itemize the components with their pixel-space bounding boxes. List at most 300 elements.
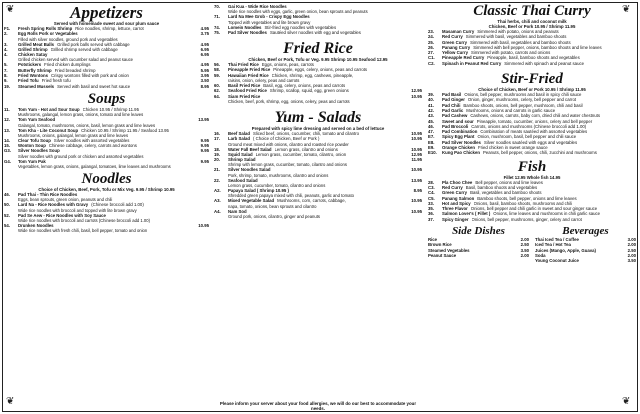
item-description: Crispy wontons filled with pork and onion (51, 73, 129, 79)
menu-item (4, 84, 209, 89)
item-name: Sweet and sour (442, 118, 474, 124)
item-number: E10. (428, 150, 437, 156)
column-right (428, 4, 636, 264)
item-number: E9. (428, 145, 435, 151)
item-price (408, 4, 422, 9)
item-description: Ground meat mixed with onions, cilantro and roasted rice powder (228, 141, 349, 147)
item-number: 7. (4, 67, 8, 73)
item-number: 54. (4, 222, 10, 228)
item-number: C5. (428, 195, 435, 201)
item-number: 19. (4, 83, 10, 89)
item-name: Siam Fried Rice (228, 93, 261, 99)
item-number: 40. (428, 97, 434, 103)
item-name: Shrimp Salad (228, 157, 256, 163)
item-price (408, 30, 422, 35)
section-subtitle: Choice of Chicken, Beef or Pork 10.95 / Shrimp 11.95 (478, 87, 586, 93)
item-description: Bamboo shoots, bell pepper, onions and lime leaves (477, 195, 577, 201)
item-description: Topped with vegetables and lite brown gravy (228, 19, 311, 25)
item-name: Papaya Salad ( Shrimp 10.95 ) (228, 188, 289, 194)
item-number: 64. (214, 93, 220, 99)
item-description: Wide rice noodles with fresh chili, basil, bell pepper, tomato and onion (18, 228, 148, 234)
item-description: Combination of meats sautéed with assorted vegetables (480, 129, 588, 135)
item-description: Simmered with potato, carrots and onions (471, 50, 551, 56)
item-price: 3.95 (200, 73, 209, 79)
item-description: Bamboo shoots, onions, bell pepper, mushroom, chili and basil (463, 102, 583, 108)
item-name: Rice (428, 237, 438, 243)
item-number: 22. (214, 177, 220, 183)
item-description: Grilled chicken served with cucumber salad and peanut sauce (18, 57, 133, 63)
item-price: 2.50 (627, 247, 636, 253)
item-price: 9.95 (200, 137, 209, 143)
item-name: Panang Curry (442, 44, 471, 50)
item-number: 11. (4, 106, 10, 112)
item-description: Simmered with basil, vegetables and bamboo shoots (470, 39, 571, 45)
item-description: Chicken, shrimp, egg, cashews, pineapple, (271, 72, 354, 78)
item-name: Pad Chili (442, 102, 461, 108)
item-name: Kung Pao Chicken (442, 150, 480, 156)
section-title: Fish (517, 158, 547, 175)
item-name: Tom Yum - Hot and Sour Soup (18, 106, 80, 112)
item-price: 2.00 (520, 252, 529, 258)
item-description: (Chinese broccoli add 1.00) (91, 202, 144, 208)
item-price: 2.00 (520, 237, 529, 243)
menu-item (214, 14, 422, 19)
allergy-note: Please inform your server about your food allergies, we will do our best to accommodate your needs. (219, 401, 417, 411)
item-number: 9. (4, 78, 8, 84)
item-price (622, 150, 636, 155)
item-name: Spicy Egg Plant (442, 134, 475, 140)
leaf-ornament-icon: ❦ (6, 396, 15, 407)
item-name: Iced Tea / Hot Tea (535, 242, 571, 248)
item-description: Onions, bell pepper, mushrooms and basil in spicy chili sauce (464, 92, 582, 98)
item-description: Served with basil and sweet hot sauce (57, 83, 131, 89)
item-name: Steamed Vegetables (428, 247, 470, 253)
item-name: Water Fall Beef Salad (228, 146, 272, 152)
item-description: Fried chicken dumplings (44, 62, 91, 68)
section-title: Noodles (81, 171, 132, 188)
item-description: Onions, lime leaves and mushrooms in chili garlic sauce (493, 211, 601, 217)
item-number: 25. (428, 39, 434, 45)
item-name: Pad Cashew (442, 113, 468, 119)
item-description (274, 167, 408, 172)
item-number: 37. (428, 216, 434, 222)
item-price: 8.95 (200, 83, 209, 89)
item-description: Simmered with potato, onions and peanuts (477, 29, 559, 34)
item-number: 35. (428, 206, 434, 212)
item-description: Simmered with spinach and peanut sauce (504, 60, 584, 66)
item-name: Pla Choo Chee (442, 179, 473, 185)
menu-item (214, 136, 422, 141)
item-number: 4. (4, 46, 8, 52)
leaf-ornament-icon: ❦ (622, 396, 631, 407)
item-description: Lemon grass, cucumber, tomato, cilantro, onion (255, 151, 347, 157)
item-number: 18. (214, 146, 220, 152)
item-name: Hot and Spicy (442, 200, 471, 206)
item-name: Silver Noodles Salad (228, 167, 271, 173)
item-name: Lomein Noodles (228, 24, 262, 30)
item-number: 27. (428, 50, 434, 56)
item-description (313, 14, 408, 19)
menu-item (4, 148, 209, 153)
item-price: 11.95 (411, 157, 422, 163)
item-price: 10.95 (411, 198, 422, 204)
item-description: Basil, bamboo shoots and vegetables (465, 184, 538, 190)
item-number: F1. (4, 26, 11, 31)
item-description: Simmered with basil, vegetables and bamboo shoots (465, 34, 567, 40)
item-number: 12. (4, 117, 10, 123)
item-price: 10.95 (411, 130, 422, 136)
item-price (408, 14, 422, 19)
item-price (622, 217, 636, 222)
item-description: Mushrooms, onions, galangal, lemon grass and lime leaves (18, 132, 129, 138)
item-description: Sliced beef, onions, cucumber, chili, tomato and cilantro (252, 130, 360, 136)
item-name: Lard Na Mee Grob - Crispy Egg Noodles (228, 14, 310, 20)
item-name: Green Curry (442, 39, 468, 45)
item-name: Young Coconut Juice (535, 258, 579, 264)
item-description: Basil, egg, celery, onions, peas and carrots (263, 83, 346, 89)
side-dishes-section (428, 226, 529, 263)
item-name: Fresh Spring Rolls Shrimp (18, 26, 73, 31)
item-number: G4. (4, 158, 11, 164)
item-description: Eggs, onions, peas, carrots (261, 62, 314, 68)
item-number: 62. (214, 88, 220, 94)
item-price: 6.95 (200, 46, 209, 52)
item-name: Thai Iced Tea / Coffee (535, 237, 579, 243)
section-subtitle: Fillet 12.95 Whole fish 14.95 (503, 174, 561, 180)
section-title: Beverages (562, 225, 609, 238)
item-name: Three Flavor (442, 206, 468, 212)
item-price: 12.95 (411, 88, 422, 94)
item-name: Orange Chicken (442, 145, 475, 151)
menu-item (4, 117, 209, 122)
item-price: 13.95 (198, 117, 209, 123)
section-title: Fried Rice (283, 40, 353, 58)
item-name: Drunken Noodles (18, 222, 54, 228)
item-description: Simmered with bell pepper, onions, bamboo shoots and lime leaves (473, 44, 602, 50)
item-name: Green Curry (442, 190, 468, 196)
item-number: 5. (4, 62, 8, 68)
item-number: 24. (428, 34, 434, 40)
item-name: Pad Garlic (442, 107, 464, 113)
item-description: Shrimp with lemon grass, cucumber, tomato, cilantro and onions (228, 162, 347, 168)
item-price: 5.95 (200, 67, 209, 73)
section-subtitle: Choice of Chicken, Beef, Pork, Tofu or Mix Veg. 9.95 / Shrimp 10.95 (38, 187, 175, 193)
item-number: 75. (214, 29, 220, 35)
item-name: Nam Sod (228, 208, 247, 214)
item-number: 56. (214, 62, 220, 68)
item-description (81, 31, 195, 36)
item-description: ( Choice of Chicken, Beef or Pork ) (252, 136, 320, 142)
item-number: 15. (4, 143, 10, 149)
item-description: Wide rice noodles with broccoli and carrots (Chinese broccoli add 1.00) (18, 217, 150, 223)
section-subtitle: Prepared with spicy lime dressing and served on a bed of lettuce (251, 125, 385, 131)
item-number: 41. (428, 102, 434, 108)
item-name: Mixed Vegetable Salad (228, 198, 275, 204)
item-price: 2.00 (627, 252, 636, 258)
item-description: Fried breaded shrimp (54, 67, 96, 73)
item-price (622, 61, 636, 66)
item-description (63, 148, 195, 153)
item-name: Pad Combination (442, 129, 478, 135)
item-description: Rice noodles, shrimp, lettuce, carrot (75, 26, 144, 31)
item-description: napa, tomato, onions, bean sprouts and cilantro (228, 203, 317, 209)
item-description: Galangal, tomato, mushrooms, onions, basil, lemon grass and lime leaves (18, 122, 156, 128)
item-number: 74. (214, 24, 220, 30)
item-price: 10.95 (411, 146, 422, 152)
item-number: 19. (214, 151, 220, 157)
curry-section (428, 4, 636, 66)
item-description: Vegetables, lemon grass, onions, galangal, tomatoes, lime leaves and mushrooms (18, 164, 171, 170)
item-description: Cashews, onions, carrots, baby corn, dried chili and water chestnuts (470, 113, 601, 119)
item-number: C4. (428, 190, 435, 196)
item-price (195, 192, 209, 197)
item-name: Pineapple Red Curry (442, 55, 485, 61)
item-number: G3. (4, 148, 11, 154)
item-description: Chicken 10.95 / Shrimp 11.95 (82, 106, 139, 112)
item-name: Clear Tofu Soup (18, 137, 51, 143)
item-number: 4. (4, 52, 8, 58)
item-name: Silver Noodles Soup (18, 148, 60, 154)
noodles-continued-section (214, 4, 422, 35)
item-number: 8. (4, 73, 8, 79)
item-number: 28. (428, 179, 434, 185)
item-number: E7. (428, 134, 435, 140)
item-price: 3.00 (627, 237, 636, 243)
item-description: Shredded green papaya mixed with chili, peanuts, garlic and tomato (228, 193, 354, 199)
item-name: Pad Ginger (442, 97, 465, 103)
item-number: 42. (428, 107, 434, 113)
item-description: Grilled pork balls served with cabbage (57, 41, 130, 47)
menu-item (4, 31, 209, 36)
soups-section (4, 92, 209, 169)
item-price (195, 107, 209, 112)
item-description: Fried fresh tofu (41, 78, 71, 84)
item-name: Brown Rice (428, 242, 452, 248)
item-description: Bell pepper, onions and lime leaves (475, 179, 543, 185)
item-price: 10.95 (198, 222, 209, 228)
menu-item (428, 217, 636, 222)
item-description: Carrots, onions and mushrooms (Chinese broccoli add 1.00) (471, 123, 587, 129)
item-number: A2. (214, 188, 221, 194)
item-description: Filled with silver noodles, ground pork and vegetables (18, 36, 118, 42)
menu-item (214, 198, 422, 203)
item-number: 17. (214, 136, 220, 142)
item-description: Ground pork, onions, cilantro, ginger and peanuts (228, 213, 320, 219)
item-price (195, 202, 209, 207)
item-description: raisins, onion, celery, peas and carrots (228, 78, 300, 84)
item-name: Yellow Curry (442, 50, 469, 56)
item-name: Squid Salad (228, 151, 253, 157)
section-subtitle-prices: Chicken, Beef or Pork 10.95 / Shrimp 11.95 (488, 24, 576, 29)
item-number: 14. (4, 137, 10, 143)
item-name: Tom Yum Seafood (18, 117, 56, 123)
item-number: 2. (4, 31, 8, 37)
item-description: Shrimp, scallop, squid, egg, green onions (269, 88, 349, 94)
item-description: Lemon grass, cilantro and onions (274, 146, 338, 152)
fried-rice-section (214, 41, 422, 104)
item-description: Chicken 10.95 / Shrimp 11.95 / Seafood 13.95 (81, 127, 169, 133)
item-name: Egg Rolls Pork or Vegetables (18, 31, 78, 37)
item-name: Beef Salad (228, 130, 250, 136)
item-number: 36. (428, 211, 434, 217)
section-title: Stir-Fried (501, 71, 563, 88)
column-middle (214, 4, 422, 219)
item-description: Wide rice noodles with broccoli and topped with lite brown gravy (18, 207, 137, 213)
item-description: Mushrooms, galangal, lemon grass, onions, tomato and lime leaves (18, 112, 144, 118)
item-number: 47. (428, 129, 434, 135)
item-name: Fried Wontons (18, 73, 48, 79)
item-price: 4.95 (200, 26, 209, 31)
item-name: Steamed Mussels (18, 83, 55, 89)
item-name: Tom Kha - Lite Coconut Soup (18, 127, 79, 133)
item-name: Seafood Salad (228, 177, 258, 183)
item-name: Spinach in Peanut Red Curry (442, 60, 502, 66)
item-name: Pad Thai - Thin Rice Noodles (18, 192, 78, 198)
item-price: 10.95 (411, 93, 422, 99)
section-subtitle: Thai herbs, chili and coconut milk (497, 19, 567, 24)
column-left (4, 4, 209, 233)
sides-beverages (428, 226, 636, 263)
item-price: 12.95 (411, 151, 422, 157)
section-subtitle: Chicken, Beef or Pork, Tofu or Veg. 9.95 Shrimp 10.95 Seafood 12.95 (248, 57, 388, 63)
beverages-section (535, 226, 636, 263)
item-description (58, 117, 195, 122)
item-name: Pad Silver Noodles (228, 29, 267, 35)
item-number: 71. (214, 14, 220, 20)
item-description: Peanuts, bell pepper, onions, chili, zucchini and mushrooms (482, 150, 597, 156)
item-number: 20. (214, 157, 220, 163)
item-description: Basil, vegetables and bamboo shoots (470, 190, 542, 196)
item-name: Panang Salmon (442, 195, 475, 201)
item-price: 9.95 (200, 143, 209, 149)
leaf-ornament-icon: ❦ (6, 4, 15, 15)
item-number: 58. (214, 67, 220, 73)
item-number: 60. (214, 83, 220, 89)
yum-salads-section (214, 110, 422, 219)
item-name: Butterfly Shrimp (18, 67, 52, 73)
item-price: 10.95 (411, 208, 422, 214)
item-description: Silver noodles with assorted vegetables (53, 137, 130, 143)
item-name: Grilled Shrimp (18, 46, 48, 52)
item-name: Red Curry (442, 34, 463, 40)
item-description: Silver noodles with ground pork or chicken and assorted vegetables (18, 153, 144, 159)
item-description: Onion, mushroom, basil, bell pepper and chili sauce (477, 134, 577, 140)
fish-section (428, 160, 636, 222)
item-name: Chicken Satay (18, 52, 48, 58)
section-title: Classic Thai Curry (473, 3, 591, 19)
item-name: Juices (Mango, Apple, Guava) (535, 247, 596, 253)
menu-item (214, 167, 422, 172)
item-description: Onions, basil, bamboo shoots, mushrooms and chili (473, 200, 573, 206)
item-description: Fried chicken in sweet orange sauce (477, 145, 548, 151)
item-name: Thai Fried Rice (228, 62, 259, 68)
item-price: 13.95 (411, 177, 422, 183)
item-name: Basil Fried Rice (228, 83, 261, 89)
item-number: 52. (4, 212, 10, 218)
menu-item (4, 202, 209, 207)
item-name: Tom Yum Pak (18, 158, 46, 164)
noodles-section (4, 172, 209, 233)
item-number: C1. (428, 55, 435, 61)
item-name: Hawaiian Fried Rice (228, 72, 269, 78)
item-number: 46. (428, 123, 434, 129)
item-number: 16. (214, 130, 220, 136)
item-price: 9.95 (200, 148, 209, 154)
item-number: 26. (428, 44, 434, 50)
item-number: 39. (428, 92, 434, 98)
item-name: Pineapple Fried Rice (228, 67, 271, 73)
item-name: Red Curry (442, 184, 463, 190)
item-name: Grilled Meat Balls (18, 41, 55, 47)
item-price: 10.95 (411, 167, 422, 173)
item-number: 46. (4, 192, 10, 198)
item-price: 6.95 (200, 52, 209, 58)
item-name: Fried Tofu (18, 78, 39, 84)
item-name: Masaman Curry (442, 29, 475, 34)
item-number: E8. (428, 139, 435, 145)
item-description: Mushrooms, corn, carrots, cabbage, (277, 198, 346, 204)
menu-item (428, 150, 636, 155)
item-name: Gai Kua - Wide Rice Noodles (228, 4, 287, 9)
menu-item (428, 61, 636, 66)
appetizers-section (4, 4, 209, 89)
item-number: 21. (214, 167, 220, 173)
item-description: Wide rice noodles with eggs, garlic, green onion, bean sprouts and peanuts (228, 9, 368, 15)
item-price: 10.95 (411, 136, 422, 142)
item-name: Spicy Ginger (442, 216, 469, 222)
stir-fried-section (428, 72, 636, 156)
item-price (408, 73, 422, 78)
item-description: Onions, bell pepper and chili garlic in sweet and sour ginger sauce (470, 206, 598, 212)
item-description: Pineapple, basil, bamboo shoots and vegetables (487, 55, 580, 61)
item-name: Pad Se Aew - Rice Noodles with Soy Sauce (18, 212, 106, 218)
item-price: 2.00 (627, 242, 636, 248)
item-number: A4. (214, 208, 221, 214)
item-description: Onions, bell pepper, mushrooms, ginger, celery and carrot (471, 216, 582, 222)
item-description: Pineapple, eggs, celery, onions, peas and carrots (273, 67, 368, 73)
item-price: 4.95 (200, 62, 209, 68)
item-description: Chinese cabbage, celery, carrots and wontons (48, 143, 137, 149)
item-number: C3. (428, 184, 435, 190)
item-number: 33. (428, 200, 434, 206)
item-number: A3. (214, 198, 221, 204)
section-title: Side Dishes (452, 225, 505, 238)
item-description: Chicken, beef, pork, shrimp, egg, onions, celery, peas and carrots (228, 98, 350, 104)
section-subtitle: Served with homemade sweet and sour plum sauce (53, 21, 160, 26)
menu-item (428, 253, 529, 258)
item-name: Wonton Soup (18, 143, 46, 149)
item-number: 43. (428, 113, 434, 119)
item-number: 70. (214, 4, 220, 9)
item-description: Pork, shrimp, tomato, mushrooms, cilantro and onions (228, 172, 329, 178)
item-number: 13. (4, 127, 10, 133)
item-number: C2. (428, 60, 435, 66)
item-description: Mushrooms, onions and carrots in garlic sauce (466, 107, 556, 113)
item-name: Larb Salad (228, 136, 250, 142)
item-price: 3.75 (200, 31, 209, 37)
item-name: Soda (535, 252, 546, 258)
item-name: Potstickers (18, 62, 42, 68)
item-price: 3.50 (627, 258, 636, 264)
section-title: Appetizers (70, 3, 143, 22)
item-price: 9.95 (200, 158, 209, 164)
section-title: Yum - Salads (274, 108, 362, 126)
item-description: Eggs, bean sprouts, green onion, peanuts and chili (18, 197, 113, 203)
item-price: 4.95 (200, 41, 209, 47)
item-description: Stir-fried egg noodles with vegetables (264, 24, 337, 30)
item-number: 23. (428, 29, 434, 34)
item-description: Silver noodles sautéed with eggs and vegetables (483, 139, 578, 145)
